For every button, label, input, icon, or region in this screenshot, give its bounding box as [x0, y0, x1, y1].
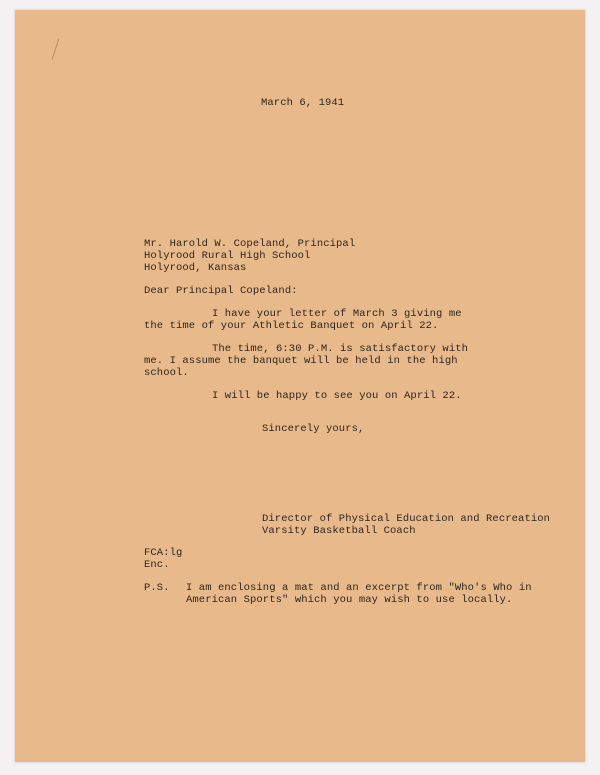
paragraph-line: I have your letter of March 3 giving me [212, 308, 462, 320]
closing: Sincerely yours, [262, 423, 365, 435]
postscript-line: American Sports" which you may wish to use locally. [186, 594, 513, 606]
reference-initials: FCA:lg [144, 547, 183, 559]
paragraph-line: school. [144, 367, 189, 379]
recipient-line: Holyrood Rural High School [144, 250, 311, 262]
signature-line: Varsity Basketball Coach [262, 525, 416, 537]
paragraph-line: I will be happy to see you on April 22. [212, 390, 462, 402]
paper-mark [52, 38, 60, 59]
salutation: Dear Principal Copeland: [144, 285, 298, 297]
recipient-line: Mr. Harold W. Copeland, Principal [144, 238, 356, 250]
signature-line: Director of Physical Education and Recreation [262, 513, 551, 525]
letter-date: March 6, 1941 [261, 97, 345, 109]
paragraph-line: the time of your Athletic Banquet on April 22. [144, 320, 439, 332]
postscript-label: P.S. [144, 582, 170, 594]
paragraph-line: me. I assume the banquet will be held in the high [144, 355, 458, 367]
recipient-line: Holyrood, Kansas [144, 262, 247, 274]
letter-page [15, 10, 585, 762]
paragraph-line: The time, 6:30 P.M. is satisfactory with [212, 343, 469, 355]
enclosure-note: Enc. [144, 559, 170, 571]
postscript-line: I am enclosing a mat and an excerpt from "Who's Who in [186, 582, 532, 594]
